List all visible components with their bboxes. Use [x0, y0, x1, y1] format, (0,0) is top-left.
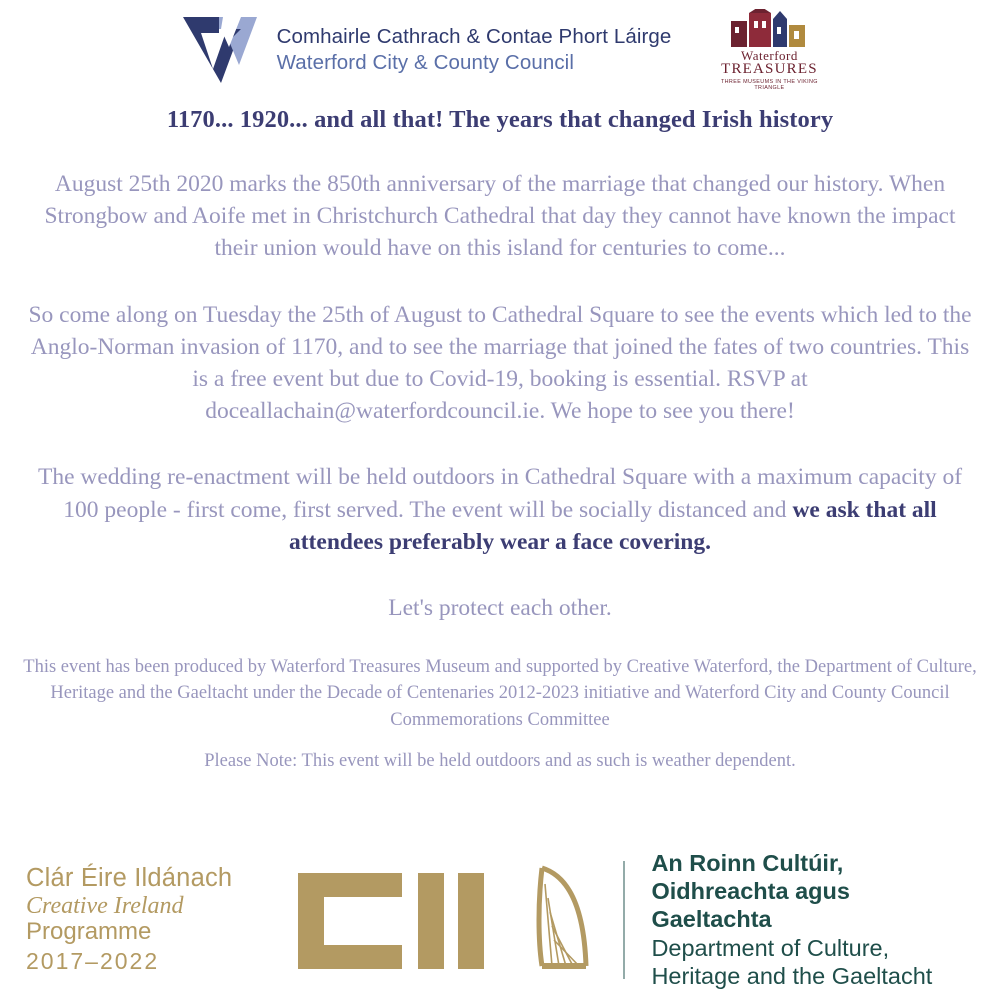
paragraph-event-details: So come along on Tuesday the 25th of August to Cathedral Square to see the events which led to the Anglo-Norman invasion of 1170, and to see the marriage that joined the fates of two countries. This is a free event but due to Covid-19, booking is essential. RSVP at doceallachain@waterfordcouncil.ie. We hope to see you there! — [28, 301, 972, 425]
council-name-irish: Comhairle Cathrach & Contae Phort Láirge — [276, 25, 672, 49]
waterford-treasures-logo — [717, 9, 821, 92]
creative-ireland-line4: 2017–2022 — [26, 948, 160, 975]
department-line3: Department of Culture, — [651, 934, 890, 961]
footer-divider — [623, 861, 625, 979]
credits-text: This event has been produced by Waterford Treasures Museum and supported by Creative Waterford, the Department of Culture, Heritage and the Gaeltacht under the Decade of Centenaries 2012-2023 initiative and Waterford City and County Council Commemorations Committee — [23, 657, 977, 730]
face-covering-note: we ask that all attendees preferably wear a face covering. — [288, 496, 937, 555]
header-logos — [0, 0, 1000, 92]
creative-ireland-line3: Programme — [26, 917, 152, 945]
paragraph-capacity-text: The wedding re-enactment will be held outdoors in Cathedral Square with a maximum capacity of 100 people - first come, first served. The event will be socially distanced and — [37, 464, 963, 523]
treasures-line1: Waterford — [740, 47, 798, 63]
creative-ireland-line2: Creative Ireland — [26, 892, 184, 919]
creative-ireland-logo — [26, 864, 264, 974]
treasures-buildings-icon — [717, 9, 821, 49]
page-title: 1170... 1920... and all that! The years that changed Irish history — [166, 106, 834, 133]
department-line1: An Roinn Cultúir, — [651, 850, 844, 877]
department-line2: Oidhreachta agus Gaeltachta — [651, 878, 850, 933]
department-logo-text — [651, 849, 974, 990]
waterford-chevron-logo-icon — [179, 13, 265, 87]
ci-monogram-icon — [290, 865, 500, 975]
creative-ireland-line1: Clár Éire Ildánach — [26, 864, 233, 893]
council-logo-text — [277, 24, 672, 75]
paragraph-protect: Let's protect each other. — [388, 594, 612, 621]
council-name-english: Waterford City & County Council — [276, 51, 574, 74]
treasures-line3: THREE MUSEUMS IN THE VIKING TRIANGLE — [720, 79, 818, 91]
weather-note: Please Note: This event will be held outdoors and as such is weather dependent. — [204, 750, 796, 771]
treasures-line2: TREASURES — [721, 61, 818, 78]
footer-logos — [0, 849, 1000, 990]
poster-content — [0, 106, 1000, 772]
paragraph-capacity — [30, 461, 970, 558]
waterford-council-logo — [179, 13, 672, 87]
irish-harp-icon — [526, 860, 597, 980]
department-line4: Heritage and the Gaeltacht — [651, 962, 933, 989]
paragraph-anniversary: August 25th 2020 marks the 850th anniversary of the marriage that changed our history. When Strongbow and Aoife met in Christchurch Cathedral that day they cannot have known the impact their union would have on this island for centuries to come... — [44, 171, 956, 262]
